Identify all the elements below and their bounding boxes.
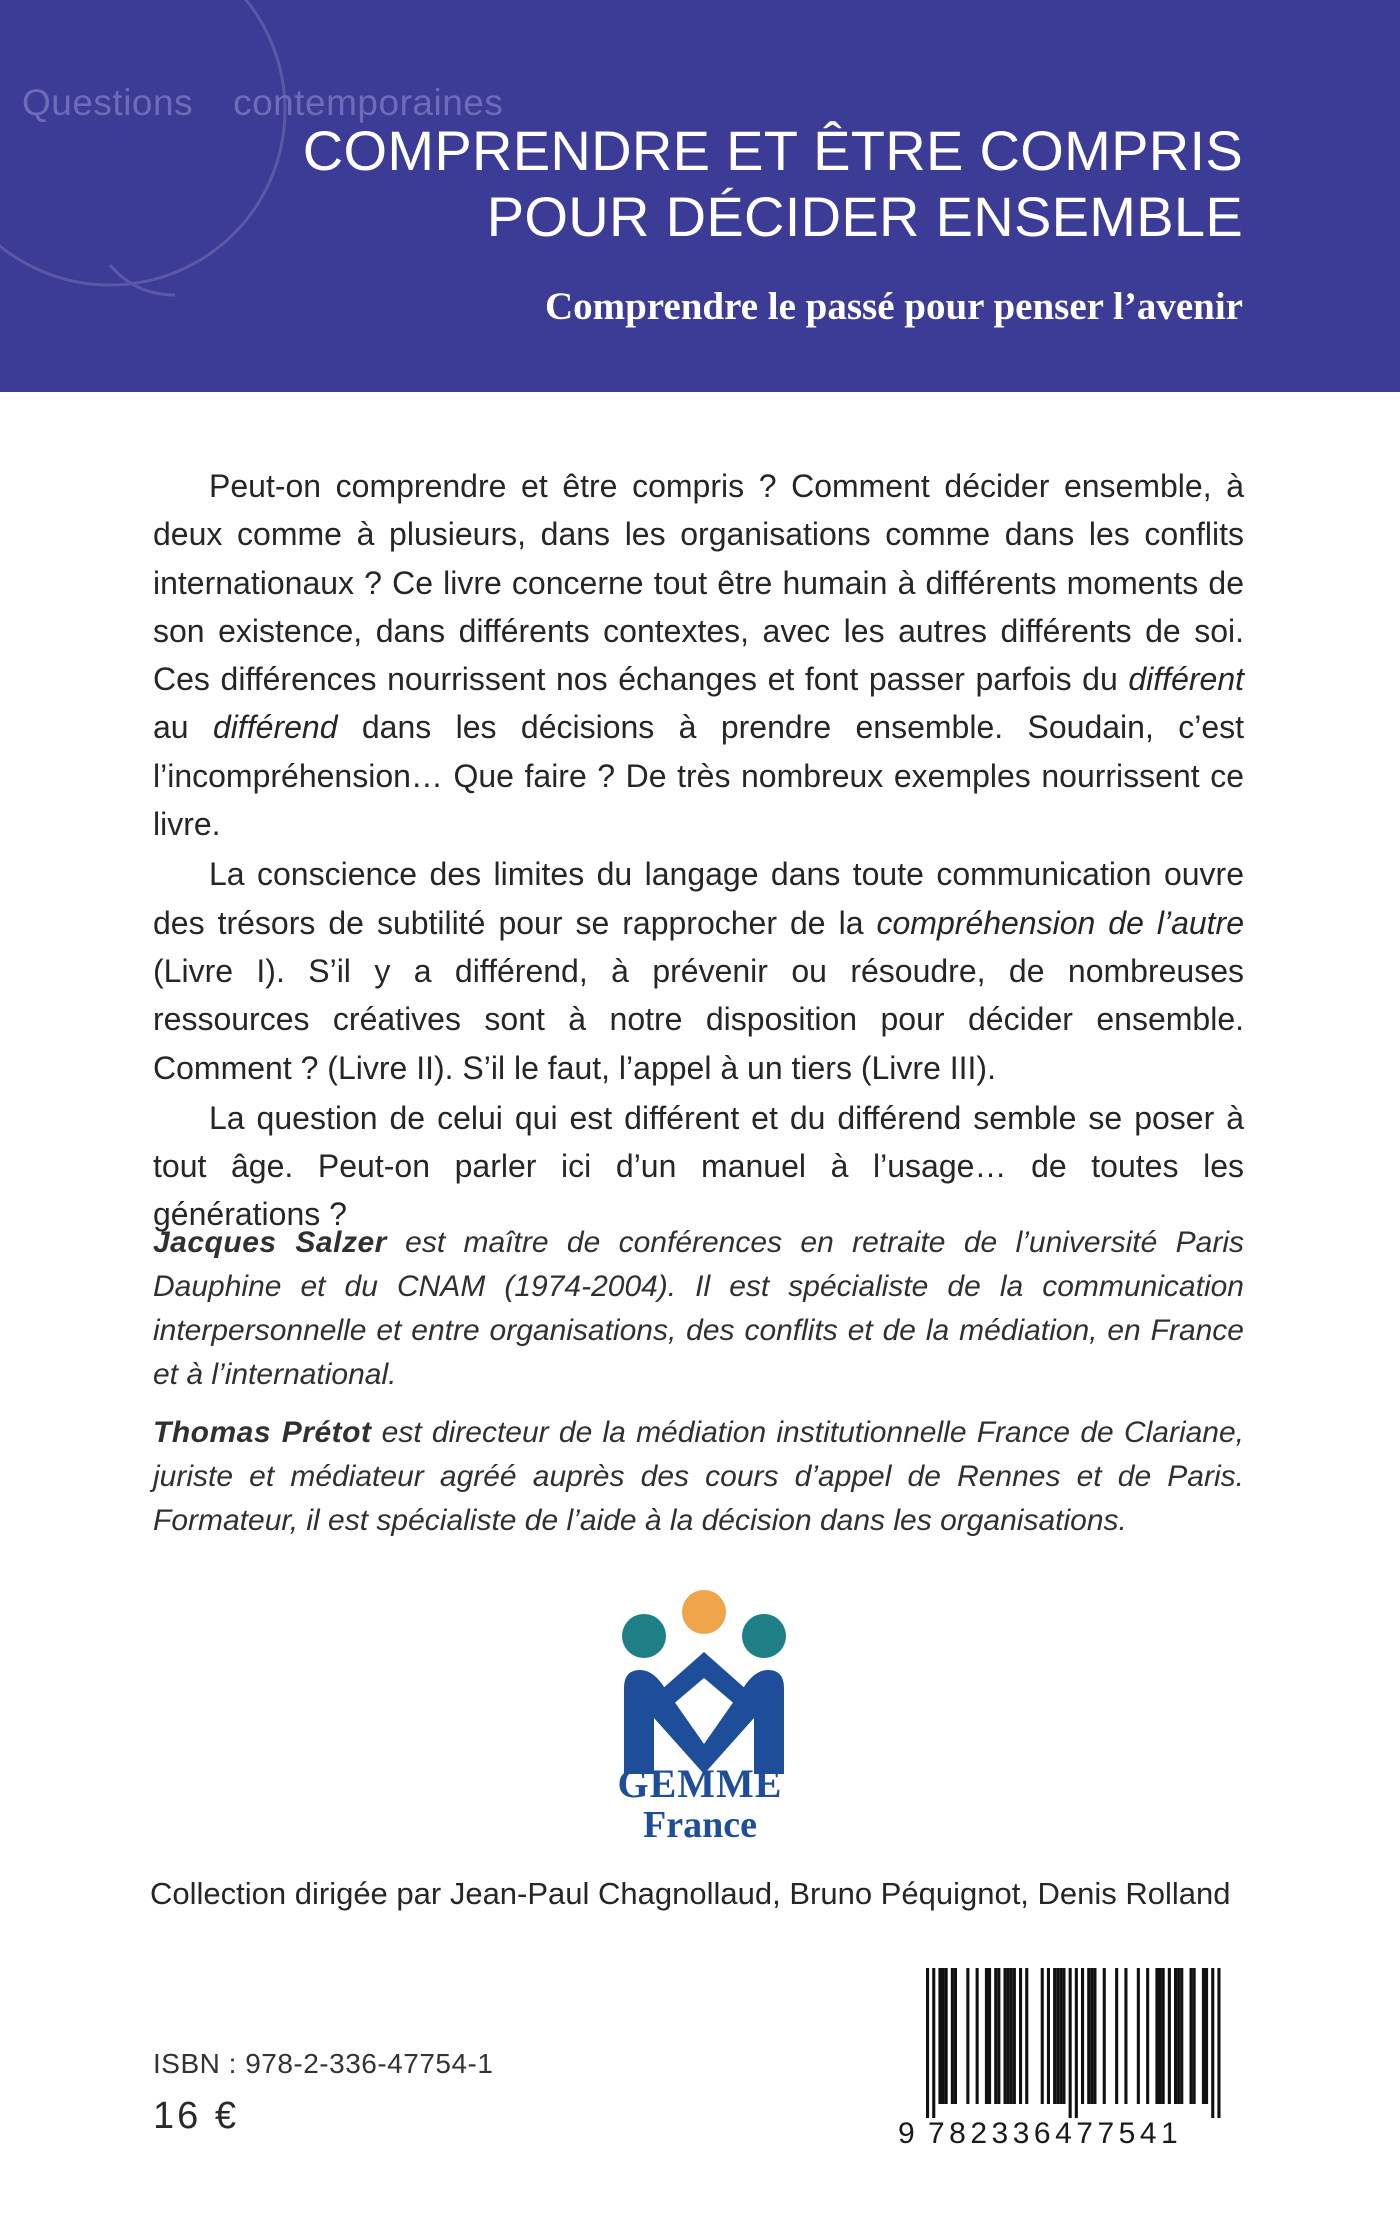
barcode-bar xyxy=(1159,1968,1162,2104)
barcode-bar xyxy=(994,1968,997,2104)
barcode-bar xyxy=(1168,1968,1171,2104)
barcode-bar xyxy=(1190,1968,1193,2104)
barcode-bar xyxy=(966,1968,969,2104)
barcode-bar xyxy=(1193,1968,1196,2104)
barcode-bar xyxy=(1081,1968,1084,2104)
barcode-bar xyxy=(976,1968,979,2104)
barcode-bar xyxy=(1217,1968,1220,2118)
isbn-text: ISBN : 978-2-336-47754-1 xyxy=(153,2048,494,2079)
barcode-bar xyxy=(997,1968,1000,2104)
barcode-bar xyxy=(1047,1968,1050,2104)
barcode-bar xyxy=(954,1968,957,2104)
barcode-bar xyxy=(1062,1968,1065,2104)
price: 16 € xyxy=(153,2095,239,2137)
barcode-bar xyxy=(1155,1968,1158,2104)
author-name: Jacques Salzer xyxy=(153,1226,387,1259)
book-subtitle: Comprendre le passé pour penser l’avenir xyxy=(544,285,1243,328)
barcode-bar xyxy=(1025,1968,1028,2104)
blurb-paragraph-2: La conscience des limites du langage dans toute communication ouvre des trésors de subtilité pour se rapprocher de la compréhension de l’autre (Livre I). S’il y a différend, à prévenir ou résoudre, de nombreuses ressources créatives sont à notre disposition pour décider ensemble. Comment ? (Livre II). S’il le faut, l’appel à un tiers (Livre III). xyxy=(153,856,1245,1086)
barcode-bar xyxy=(1174,1968,1177,2104)
emphasis-different: différent xyxy=(1128,661,1244,698)
barcode-bar xyxy=(1137,1968,1140,2104)
barcode-bar xyxy=(1041,1968,1044,2104)
barcode-bar xyxy=(932,1968,935,2118)
barcode-bar xyxy=(1090,1968,1093,2104)
collection-editors: Collection dirigée par Jean-Paul Chagnollaud, Bruno Péquignot, Denis Rolland xyxy=(150,1876,1231,1911)
barcode-bar xyxy=(1087,1968,1090,2104)
barcode-bar xyxy=(1146,1968,1149,2104)
barcode-bar xyxy=(951,1968,954,2104)
emphasis-differend: différend xyxy=(212,709,338,746)
logo-name: GEMME xyxy=(617,1761,783,1806)
barcode-bar xyxy=(1205,1968,1208,2104)
author-bios xyxy=(153,1221,1244,1543)
book-title-line-2: POUR DÉCIDER ENSEMBLE xyxy=(486,185,1243,248)
barcode-bar xyxy=(1004,1968,1007,2104)
barcode-bar xyxy=(942,1968,945,2104)
barcode-bar xyxy=(1053,1968,1056,2104)
barcode-bar xyxy=(1007,1968,1010,2104)
barcode-bar xyxy=(1069,1968,1072,2118)
barcode-number xyxy=(898,2117,1248,2151)
barcode-bar xyxy=(1115,1968,1118,2104)
logo-country: France xyxy=(643,1804,757,1846)
book-title xyxy=(243,118,1243,250)
barcode-bar xyxy=(1177,1968,1180,2104)
author-bio-text: est maître de conférences en retraite de l’université Paris Dauphine et du CNAM (1974-2004). Il est spécialiste de la communication interpersonnelle et entre organisations, des conflits et de la médiation, en France et à l’international. xyxy=(153,1226,1244,1391)
author-name: Thomas Prétot xyxy=(153,1416,372,1449)
barcode-first-digit: 9 xyxy=(898,2117,920,2150)
barcode-bar xyxy=(1211,1968,1214,2118)
barcode-bar xyxy=(985,1968,988,2104)
author-bio-pretot xyxy=(153,1411,1244,1543)
author-bio-text: est directeur de la médiation institutionnelle France de Clariane, juriste et médiateur agréé auprès des cours d’appel de Rennes et de Paris. Formateur, il est spécialiste de l’aide à la décision dans les organisations. xyxy=(153,1416,1245,1537)
book-title-line-1: COMPRENDRE ET ÊTRE COMPRIS xyxy=(302,119,1243,182)
barcode-bar xyxy=(945,1968,948,2104)
barcode-bar xyxy=(1056,1968,1059,2104)
barcode-bar xyxy=(1162,1968,1165,2104)
back-cover-blurb xyxy=(153,462,1244,1239)
series-word-questions: Questions xyxy=(22,82,194,123)
barcode-bar xyxy=(1180,1968,1183,2104)
barcode-bars xyxy=(898,1968,1248,2118)
barcode-bar xyxy=(988,1968,991,2104)
barcode-bar xyxy=(926,1968,929,2118)
barcode-bar xyxy=(1124,1968,1127,2104)
barcode-bar xyxy=(1202,1968,1205,2104)
barcode-bar xyxy=(1013,1968,1016,2104)
barcode-bar xyxy=(1059,1968,1062,2104)
barcode-bar xyxy=(1103,1968,1106,2104)
author-bio-salzer xyxy=(153,1221,1244,1397)
barcode-bar xyxy=(938,1968,941,2104)
barcode-bar xyxy=(1010,1968,1013,2104)
gemme-people-logo-icon xyxy=(604,1578,804,1778)
barcode-bar xyxy=(1019,1968,1022,2104)
emphasis-comprehension: compréhension de l’autre xyxy=(876,904,1245,941)
blurb-paragraph-1: Peut-on comprendre et être compris ? Comment décider ensemble, à deux comme à plusieurs, dans les organisations comme dans les conflits internationaux ? Ce livre concerne tout être humain à différents moments de son existence, dans différents contextes, avec les autres différents de soi. Ces différences nourrissent nos échanges et font passer parfois du différent au différend dans les décisions à prendre ensemble. Soudain, c’est l’incompréhension… Que faire ? De très nombreux exemples nourrissent ce livre. xyxy=(153,468,1245,843)
cover-header-band xyxy=(0,0,1400,392)
blurb-paragraph-3: La question de celui qui est différent et du différend semble se poser à tout âge. Peut-on parler ici d’un manuel à l’usage… de toutes les générations ? xyxy=(153,1099,1244,1233)
barcode-bar xyxy=(1093,1968,1096,2104)
barcode-bar xyxy=(1075,1968,1078,2118)
barcode-digits: 782336477541 xyxy=(928,2117,1183,2150)
series-word-contemporaines: contemporaines xyxy=(233,82,504,123)
